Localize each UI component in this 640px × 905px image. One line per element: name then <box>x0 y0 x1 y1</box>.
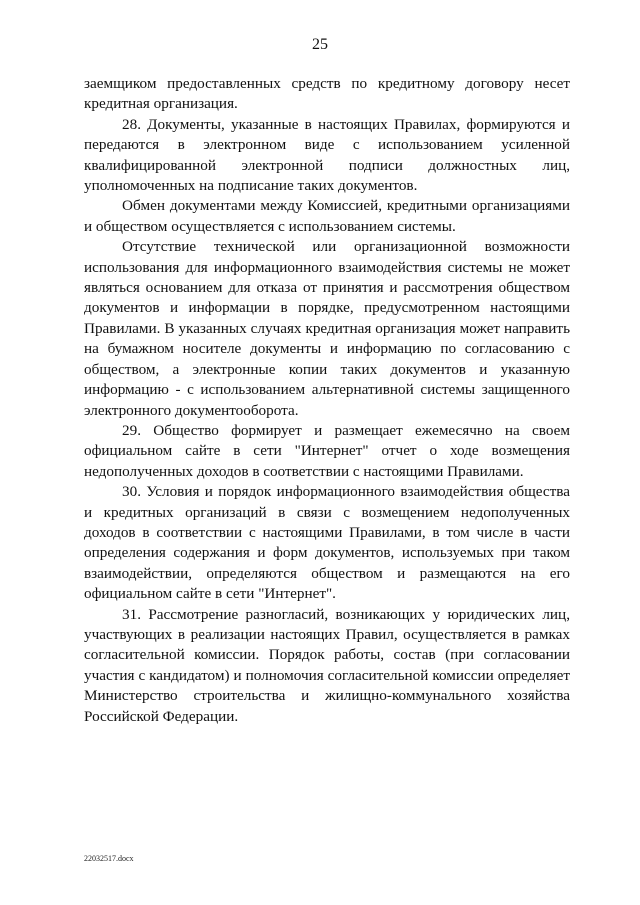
paragraph-technical-impossibility: Отсутствие технической или организационной возможности использования для информационного взаимодействия системы не может являться основанием для отказа от принятия и рассмотрения обществом документов и информации в порядке, предусмотренном настоящими Правилами. В указанных случаях кредитная организация может направить на бумажном носителе документы и информацию по согласованию с обществом, а электронные копии таких документов и указанную информацию - с использованием альтернативной системы защищенного электронного документооборота. <box>84 238 570 419</box>
paragraph-continuation: заемщиком предоставленных средств по кредитному договору несет кредитная организация. <box>84 75 570 113</box>
footer-filename: 22032517.docx <box>84 854 134 863</box>
page-number: 25 <box>312 36 328 53</box>
paragraph-28: 28. Документы, указанные в настоящих Правилах, формируются и передаются в электронном виде с использованием усиленной квалифицированной электронной подписи должностных лиц, уполномоченных на подписание таких документов. <box>84 115 570 195</box>
paragraph-document-exchange: Обмен документами между Комиссией, кредитными организациями и обществом осуществляется с использованием системы. <box>84 197 570 235</box>
paragraph-30: 30. Условия и порядок информационного взаимодействия общества и кредитных организаций в связи с возмещением недополученных доходов в соответствии с настоящими Правилами, в том числе в части определения содержания и форм документов, используемых при таком взаимодействии, определяются обществом и размещаются на его официальном сайте в сети "Интернет". <box>84 483 570 603</box>
paragraph-29: 29. Общество формирует и размещает ежемесячно на своем официальном сайте в сети "Интернет" отчет о ходе возмещения недополученных доходов в соответствии с настоящими Правилами. <box>84 421 570 480</box>
paragraph-31: 31. Рассмотрение разногласий, возникающих у юридических лиц, участвующих в реализации настоящих Правил, осуществляется в рамках согласительной комиссии. Порядок работы, состав (при согласовании участия с кандидатом) и полномочия согласительной комиссии определяет Министерство строительства и жилищно-коммунального хозяйства Российской Федерации. <box>84 605 570 725</box>
document-body <box>84 74 570 727</box>
